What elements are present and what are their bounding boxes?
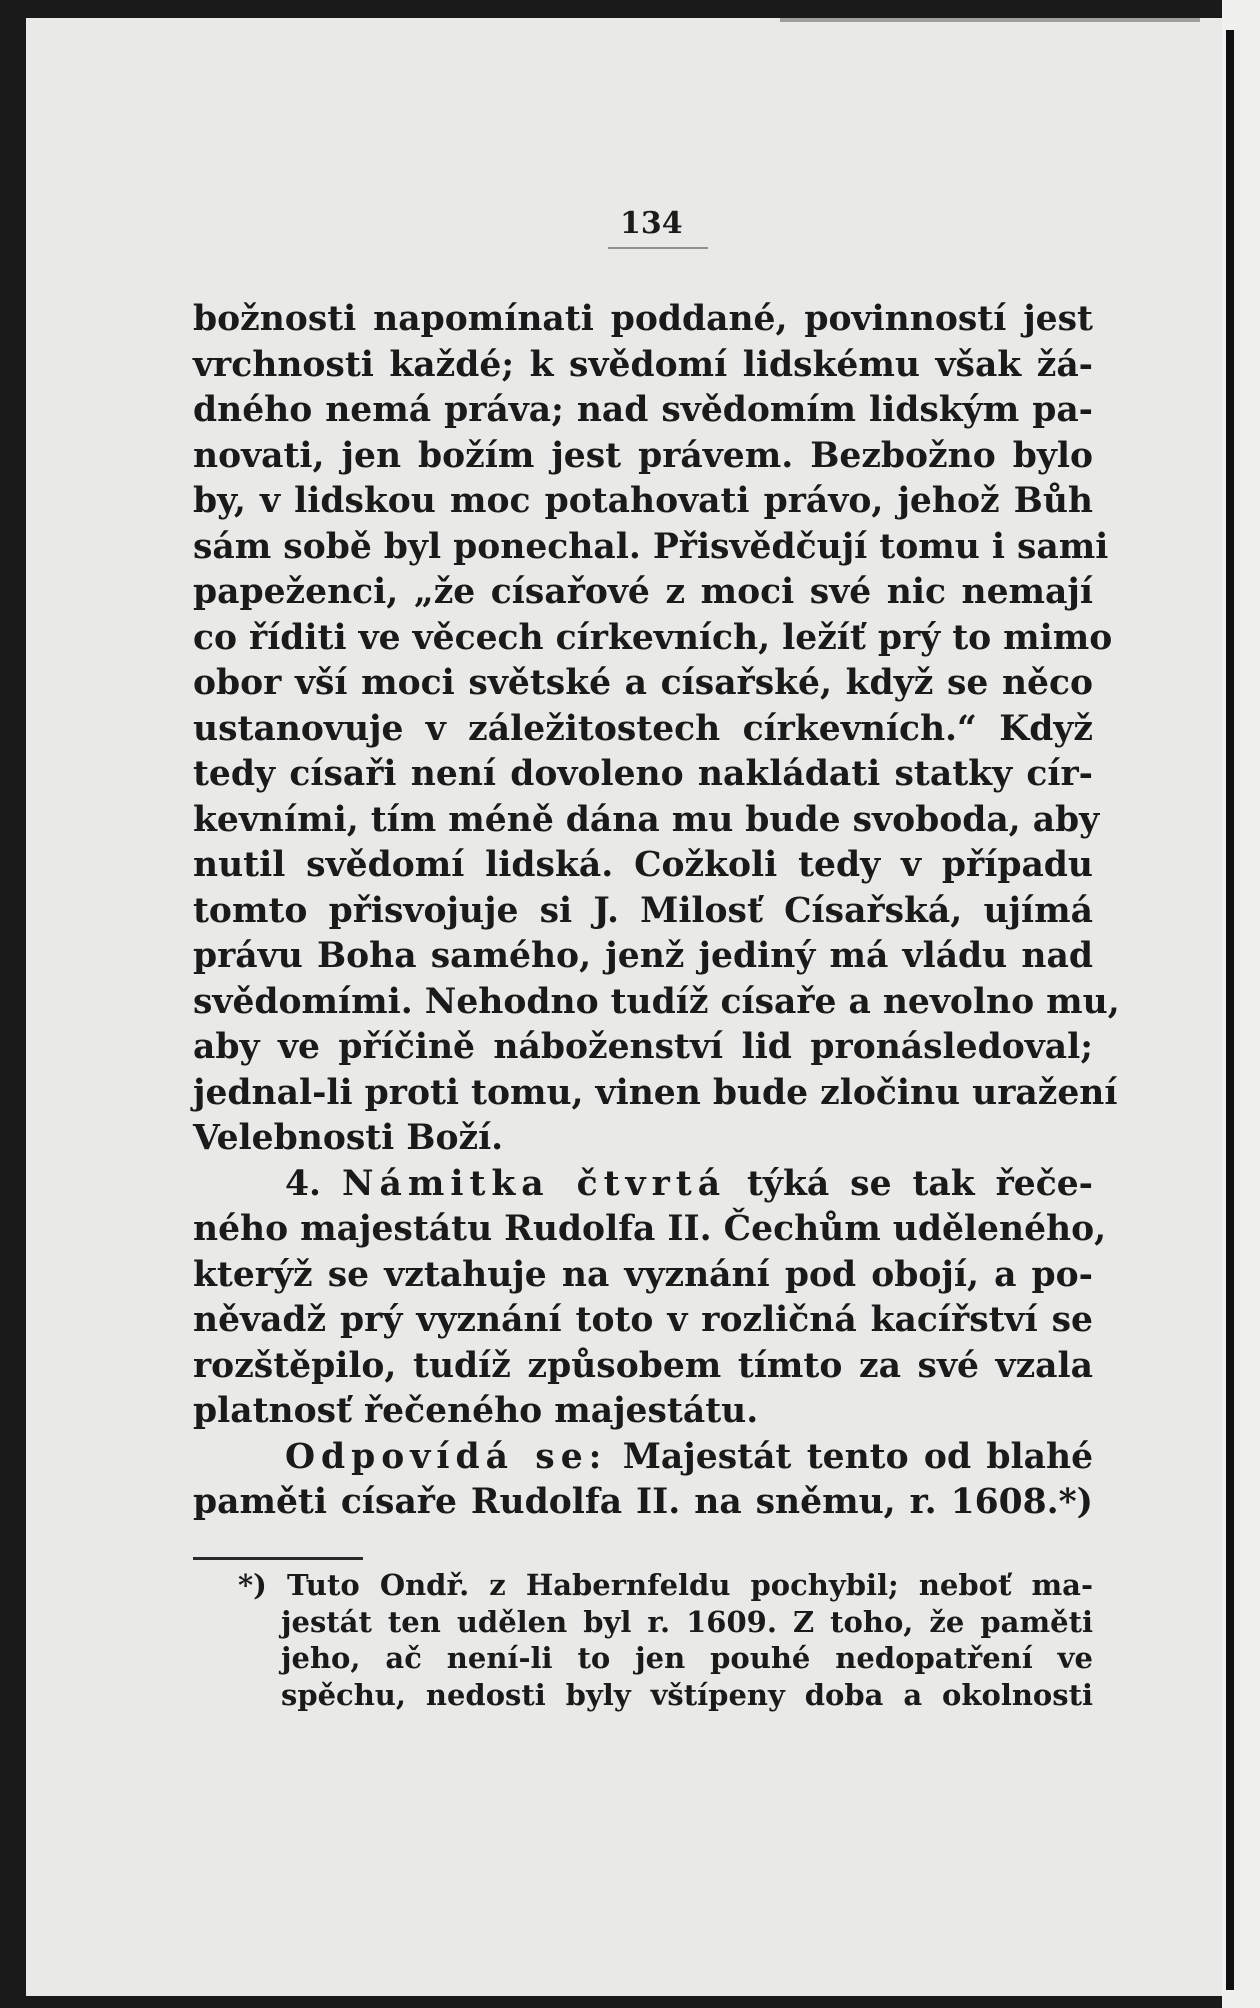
text-line: božnosti napomínati poddané, povinností jest bbox=[193, 299, 1093, 339]
text-line: dného nemá práva; nad svědomím lidským pa- bbox=[193, 390, 1093, 430]
text-line: by, v lidskou moc potahovati právo, jehož Bůh bbox=[193, 481, 1093, 521]
footnote-line: jestát ten udělen byl r. 1609. Z toho, že paměti bbox=[281, 1604, 1093, 1639]
paragraph-number: 4. bbox=[285, 1163, 322, 1204]
reply-first-line bbox=[193, 1435, 1093, 1481]
text-line: nutil svědomí lidská. Cožkoli tedy v případu bbox=[193, 845, 1093, 885]
text-line: právu Boha samého, jenž jediný má vládu nad bbox=[193, 936, 1093, 976]
text-line: kevními, tím méně dána mu bude svoboda, aby bbox=[193, 799, 1100, 840]
footnote-line: *) Tuto Ondř. z Habernfeldu pochybil; neboť ma- bbox=[238, 1568, 1093, 1602]
text-line: novati, jen božím jest právem. Bezbožno bylo bbox=[193, 435, 1093, 476]
text-line: aby ve příčině náboženství lid pronásledoval; bbox=[193, 1027, 1093, 1067]
text-line: svědomími. Nehodno tudíž císaře a nevolno mu, bbox=[193, 981, 1120, 1022]
text-run: Majestát tento od blahé bbox=[622, 1436, 1094, 1477]
top-edge-rule bbox=[780, 18, 1200, 22]
footnote-line: jeho, ač není-li to jen pouhé nedopatření ve bbox=[281, 1641, 1093, 1675]
body-text bbox=[193, 297, 1120, 1526]
page-number: 134 bbox=[620, 206, 683, 241]
spaced-heading: Odpovídá se: bbox=[285, 1436, 608, 1477]
paragraph-4-first-line bbox=[193, 1162, 1093, 1208]
text-line: sám sobě byl ponechal. Přisvědčují tomu i sami bbox=[193, 526, 1109, 567]
text-line: něvadž prý vyznání toto v rozličná kacířství se bbox=[193, 1300, 1093, 1340]
page-edge-strip bbox=[1222, 0, 1260, 2008]
text-line: paměti císaře Rudolfa II. na sněmu, r. 1608.*) bbox=[193, 1482, 1093, 1522]
text-line: tedy císaři není dovoleno nakládati statky cír- bbox=[193, 754, 1093, 794]
footnote-line: spěchu, nedosti byly vštípeny doba a okolnosti bbox=[281, 1677, 1093, 1712]
text-line: Velebnosti Boží. bbox=[193, 1118, 504, 1158]
text-line: jednal-li proti tomu, vinen bude zločinu uražení bbox=[193, 1072, 1118, 1113]
text-line: vrchnosti každé; k svědomí lidskému však žá- bbox=[193, 344, 1093, 385]
text-line: tomto přisvojuje si J. Milosť Císařská, ujímá bbox=[193, 890, 1093, 931]
text-line: co říditi ve věcech církevních, ležíť prý to mimo bbox=[193, 617, 1113, 658]
text-line: kterýž se vztahuje na vyznání pod obojí, a po- bbox=[193, 1254, 1093, 1295]
text-line: rozštěpilo, tudíž způsobem tímto za své vzala bbox=[193, 1345, 1093, 1386]
page-number-rule bbox=[608, 247, 708, 249]
footnote-rule bbox=[193, 1557, 363, 1560]
text-line: ného majestátu Rudolfa II. Čechům uděleného, bbox=[193, 1209, 1107, 1249]
spaced-heading: Námitka čtvrtá bbox=[341, 1163, 727, 1204]
page-edge-shadow bbox=[1226, 30, 1234, 1990]
text-line: papeženci, „že císařové z moci své nic nemají bbox=[193, 572, 1093, 612]
text-line: platnosť řečeného majestátu. bbox=[193, 1391, 759, 1431]
text-line: obor vší moci světské a císařské, když se něco bbox=[193, 663, 1093, 703]
footnote bbox=[193, 1567, 1093, 1713]
text-line: ustanovuje v záležitostech církevních.“ Když bbox=[193, 708, 1093, 749]
text-run: týká se tak řeče- bbox=[747, 1163, 1094, 1204]
